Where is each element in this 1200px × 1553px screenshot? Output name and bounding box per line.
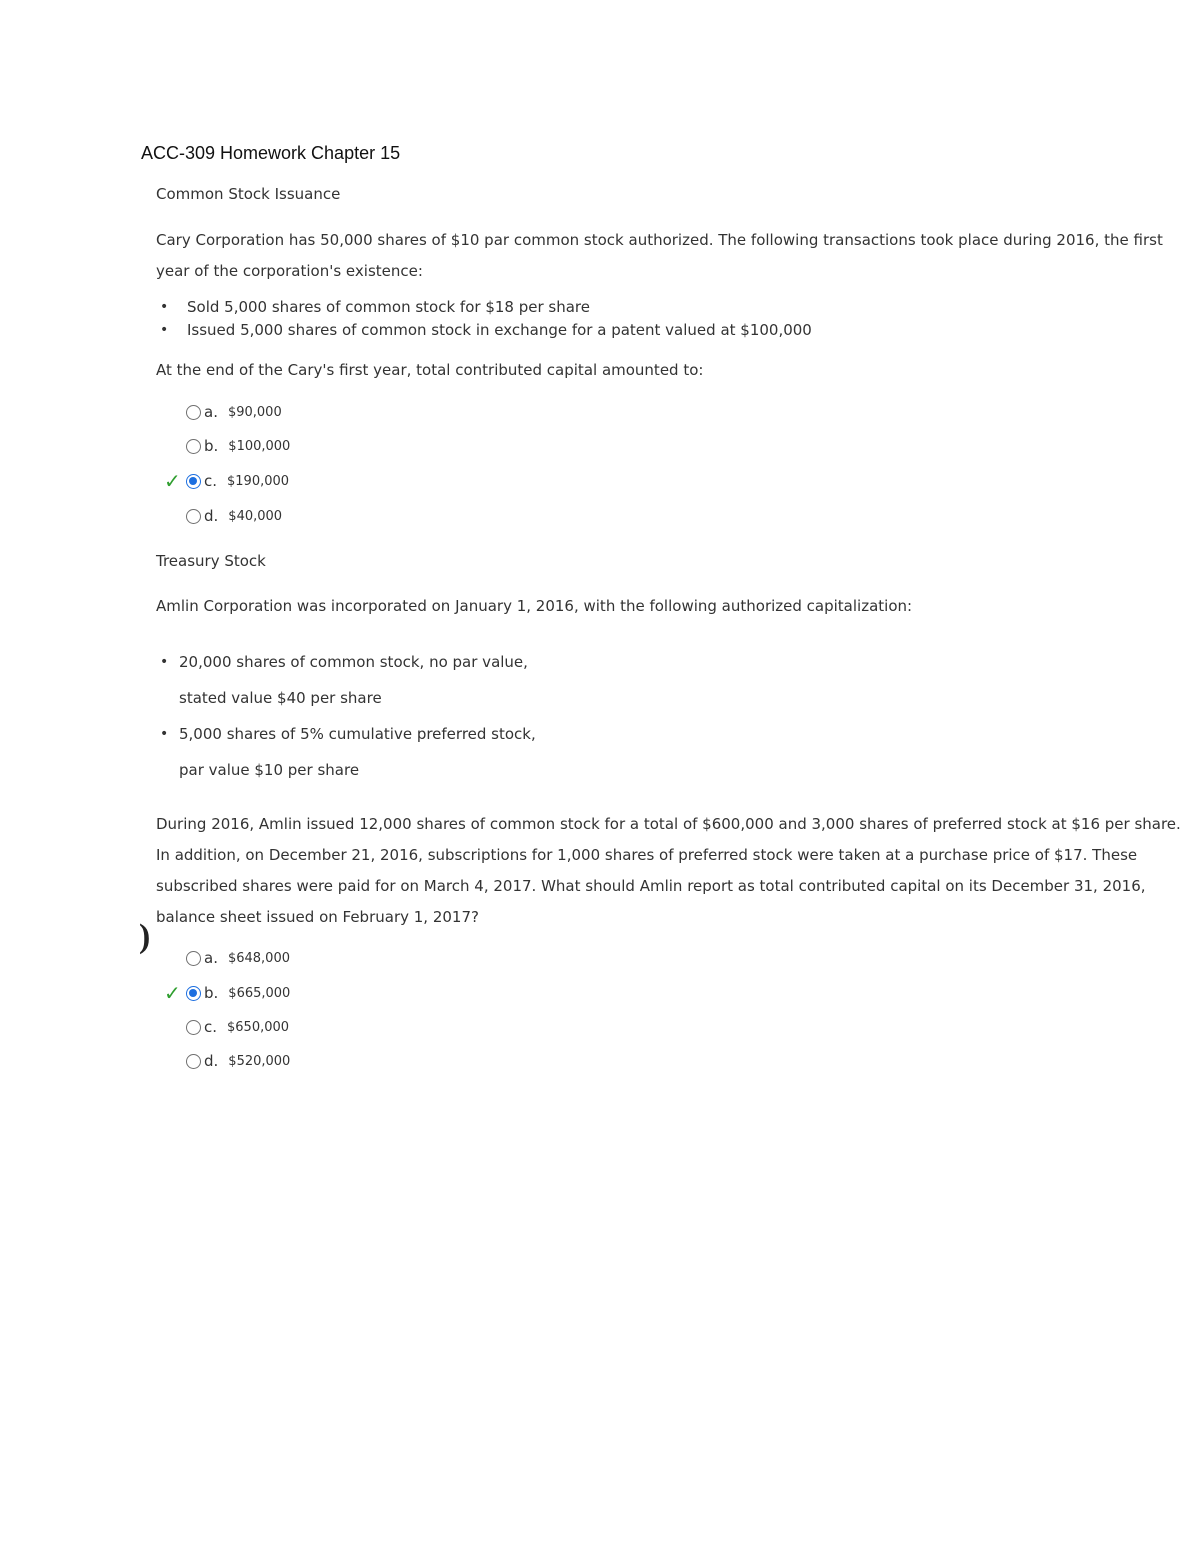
option-value: $648,000 bbox=[227, 950, 290, 966]
check-icon: ✓ bbox=[164, 469, 181, 493]
option-letter: c. bbox=[204, 1018, 218, 1036]
stray-mark: ) bbox=[139, 918, 151, 955]
q2-option-d[interactable] bbox=[164, 1049, 290, 1073]
bullet-icon: • bbox=[160, 726, 169, 742]
question-2-prompt: During 2016, Amlin issued 12,000 shares of common stock for a total of $600,000 and 3,000 shares of preferred stock at $16 per share. In addition, on December 21, 2016, subscriptions for 1,000 shares of preferred stock were taken at a purchase price of $17. These subscribed shares were paid for on March 4, 2017. What should Amlin report as total contributed capital on its December 31, 2016, balance sheet issued on February 1, 2017? bbox=[156, 815, 1181, 926]
check-icon: ✓ bbox=[164, 981, 181, 1005]
bullet-text: 5,000 shares of 5% cumulative preferred stock, bbox=[179, 725, 536, 743]
bullet-icon: • bbox=[160, 322, 169, 338]
list-item bbox=[160, 716, 536, 788]
radio-empty-icon[interactable] bbox=[186, 1020, 201, 1035]
radio-empty-icon[interactable] bbox=[186, 439, 201, 454]
list-item bbox=[160, 319, 812, 342]
option-value: $40,000 bbox=[228, 508, 283, 524]
option-letter: b. bbox=[204, 984, 219, 1002]
option-value: $90,000 bbox=[227, 404, 282, 420]
bullet-text: Issued 5,000 shares of common stock in exchange for a patent valued at $100,000 bbox=[187, 321, 812, 339]
q2-option-a[interactable] bbox=[164, 946, 290, 970]
option-value: $665,000 bbox=[228, 985, 291, 1001]
section-title-treasury-stock: Treasury Stock bbox=[156, 552, 266, 570]
radio-empty-icon[interactable] bbox=[186, 405, 201, 420]
section-title-common-stock: Common Stock Issuance bbox=[156, 185, 341, 203]
question-1-bullets bbox=[160, 296, 812, 342]
option-letter: d. bbox=[204, 507, 219, 525]
radio-empty-icon[interactable] bbox=[186, 509, 201, 524]
option-value: $100,000 bbox=[228, 438, 291, 454]
question-2-intro: Amlin Corporation was incorporated on January 1, 2016, with the following authorized capitalization: bbox=[156, 597, 913, 615]
radio-selected-icon[interactable] bbox=[186, 986, 201, 1001]
option-letter: a. bbox=[204, 403, 218, 421]
bullet-text-continued: stated value $40 per share bbox=[179, 689, 382, 707]
question-1-intro: Cary Corporation has 50,000 shares of $10 par common stock authorized. The following transactions took place during 2016, the first year of the corporation's existence: bbox=[156, 231, 1163, 280]
option-value: $190,000 bbox=[227, 473, 290, 489]
q1-option-c[interactable] bbox=[164, 469, 289, 493]
bullet-icon: • bbox=[160, 654, 169, 670]
q2-option-c[interactable] bbox=[164, 1015, 289, 1039]
q2-option-b[interactable] bbox=[164, 981, 290, 1005]
option-value: $650,000 bbox=[227, 1019, 290, 1035]
list-item bbox=[160, 296, 812, 319]
bullet-text-continued: par value $10 per share bbox=[179, 761, 360, 779]
bullet-icon: • bbox=[160, 299, 169, 315]
q1-option-b[interactable] bbox=[164, 434, 290, 458]
option-letter: b. bbox=[204, 437, 219, 455]
option-letter: c. bbox=[204, 472, 218, 490]
option-letter: d. bbox=[204, 1052, 219, 1070]
bullet-text: 20,000 shares of common stock, no par value, bbox=[179, 653, 528, 671]
bullet-text: Sold 5,000 shares of common stock for $18 per share bbox=[187, 298, 590, 316]
option-value: $520,000 bbox=[228, 1053, 291, 1069]
question-2-bullets bbox=[160, 644, 536, 788]
option-letter: a. bbox=[204, 949, 218, 967]
radio-empty-icon[interactable] bbox=[186, 951, 201, 966]
list-item bbox=[160, 644, 536, 716]
q1-option-d[interactable] bbox=[164, 504, 282, 528]
radio-selected-icon[interactable] bbox=[186, 474, 201, 489]
q1-option-a[interactable] bbox=[164, 400, 282, 424]
question-1-prompt: At the end of the Cary's first year, total contributed capital amounted to: bbox=[156, 361, 704, 379]
radio-empty-icon[interactable] bbox=[186, 1054, 201, 1069]
document-title: ACC-309 Homework Chapter 15 bbox=[141, 143, 401, 163]
